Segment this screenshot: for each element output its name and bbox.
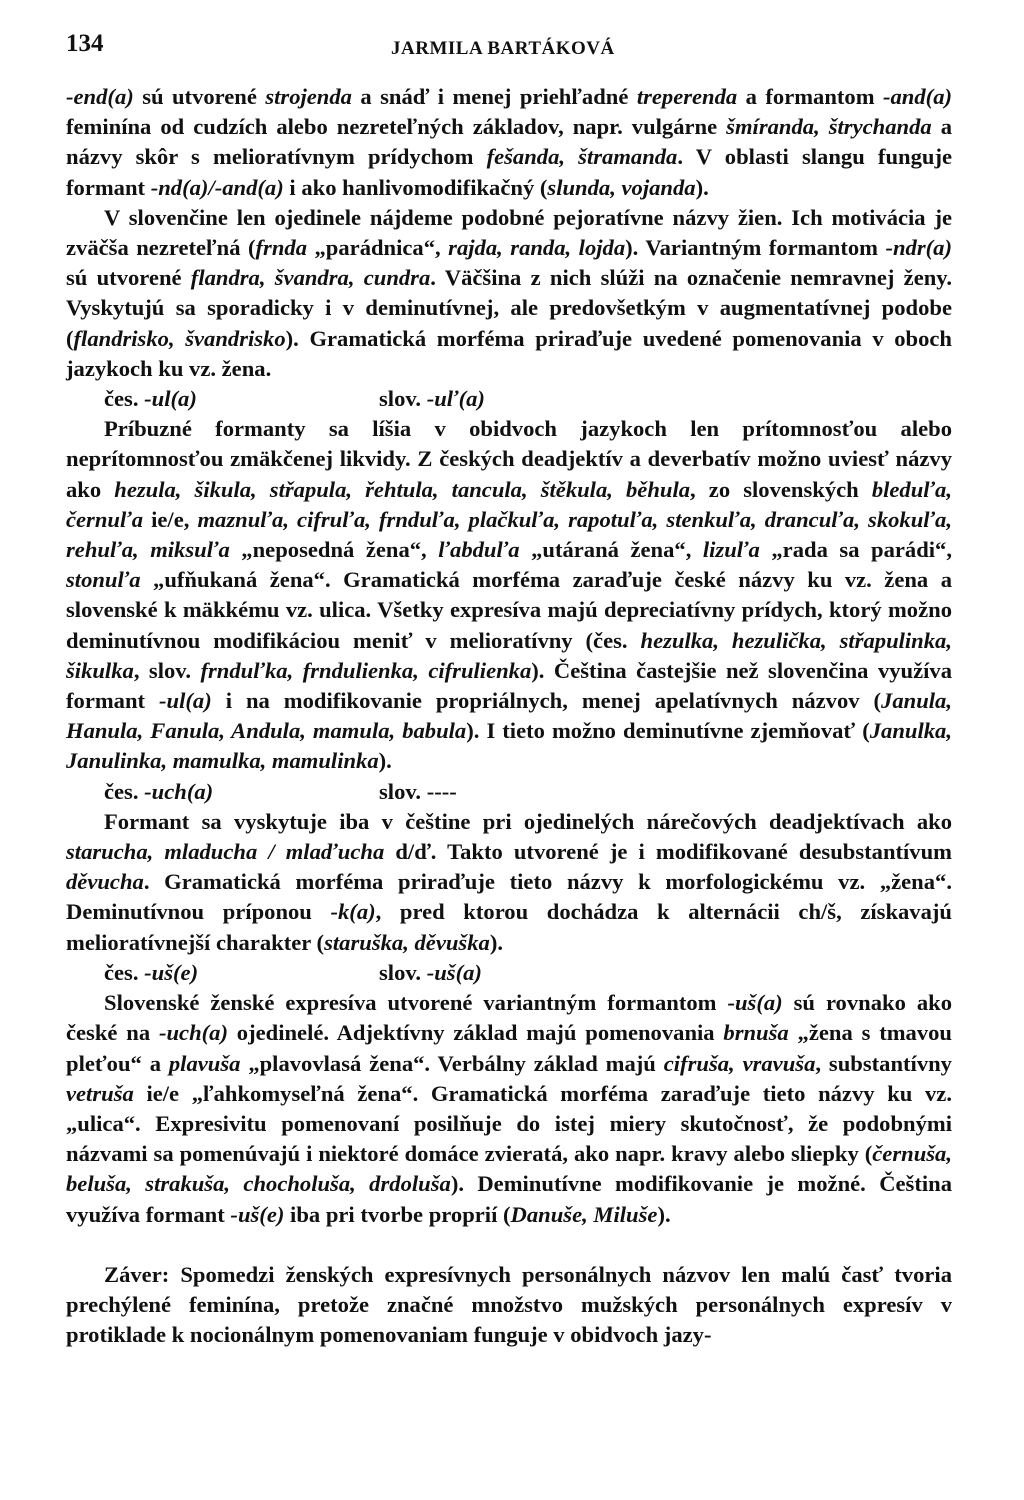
slovak-formant: slov. -uľ(a) [379, 386, 485, 412]
czech-formant: čes. -ul(a) [104, 386, 197, 412]
formant-pair [66, 958, 952, 988]
formant-pair [66, 777, 952, 807]
paragraph: Slovenské ženské expresíva utvorené variantným formantom -uš(a) sú rovnako ako české na -uch(a) ojedinelé. Adjektívny základ majú pomenovania brnuša „žena s tmavou pleťou“ a plavuša „plavovlasá žena“. Verbálny základ majú cifruša, vravuša, substantívny vetruša ie/e „ľahkomyseľná žena“. Gramatická morféma zaraďuje tieto názvy ku vz. „ulica“. Expresivitu pomenovaní posilňuje do istej miery skutočnosť, že podobnými názvami sa pomenúvajú i niektoré domáce zvieratá, ako napr. kravy alebo sliepky (černuša, beluša, strakuša, chocholuša, drdoluša). Deminutívne modifikovanie je možné. Čeština využíva formant -uš(e) iba pri tvorbe proprií (Danuše, Miluše). [66, 990, 953, 1227]
paragraph: -end(a) sú utvorené strojenda a snáď i menej priehľadné treperenda a formantom -and(a) feminína od cudzích alebo nezreteľných základov, napr. vulgárne šmíranda, štrychanda a názvy skôr s melioratívnym prídychom fešanda, štramanda. V oblasti slangu funguje formant -nd(a)/-and(a) i ako hanlivomodifikačný (slunda, vojanda). [66, 84, 953, 200]
paragraph-gap [66, 1230, 952, 1260]
paragraph: Formant sa vyskytuje iba v češtine pri ojedinelých nárečových deadjektívach ako starucha, mladucha / mlaďucha d/ď. Takto utvorené je i modifikované desubstantívum děvucha. Gramatická morféma priraďuje tieto názvy k morfologickému vz. „žena“. Deminutívnou príponou -k(a), pred ktorou dochádza k alternácii ch/š, získavajú melioratívnejší charakter (staruška, děvuška). [66, 808, 952, 955]
page-number: 134 [66, 30, 104, 57]
slovak-formant: slov. -uš(a) [379, 959, 482, 985]
slovak-formant: slov. ---- [379, 778, 457, 804]
conclusion-paragraph: Záver: Spomedzi ženských expresívnych personálnych názvov len malú časť tvoria prechýlené feminína, pretože značné množstvo mužských personálnych expresív v protiklade k nocionálnym pomenovaniam funguje v obidvoch jazy- [66, 1261, 952, 1348]
paragraph: Príbuzné formanty sa líšia v obidvoch jazykoch len prítomnosťou alebo neprítomnosťou zmäkčenej likvidy. Z českých deadjektív a deverbatív možno uviesť názvy ako hezula, šikula, střapula, řehtula, tancula, štěkula, běhula, zo slovenských bleduľa, černuľa ie/e, maznuľa, cifruľa, frnduľa, plačkuľa, rapotuľa, stenkuľa, drancuľa, skokuľa, rehuľa, miksuľa „neposedná žena“, ľabduľa „utáraná žena“, lizuľa „rada sa parádi“, stonuľa „ufňukaná žena“. Gramatická morféma zaraďuje české názvy ku vz. žena a slovenské k mäkkému vz. ulica. Všetky expresíva majú depreciatívny prídych, ktorý možno deminutívnou modifikáciou meniť v melioratívny (čes. hezulka, hezulička, střapulinka, šikulka, slov. frnduľka, frndulienka, cifrulienka). Čeština častejšie než slovenčina využíva formant -ul(a) i na modifikovanie propriálnych, menej apelatívnych názvov (Janula, Hanula, Fanula, Andula, mamula, babula). I tieto možno deminutívne zjemňovať (Janulka, Janulinka, mamulka, mamulinka). [66, 416, 953, 774]
formant-pair [66, 384, 952, 414]
czech-formant: čes. -uš(e) [104, 959, 199, 985]
page-header [66, 26, 986, 66]
czech-formant: čes. -uch(a) [104, 778, 214, 804]
body-text [66, 82, 952, 1350]
running-title: JARMILA BARTÁKOVÁ [391, 38, 615, 59]
paragraph: V slovenčine len ojedinele nájdeme podobné pejoratívne názvy žien. Ich motivácia je zväčša nezreteľná (frnda „parádnica“, rajda, randa, lojda). Variantným formantom -ndr(a) sú utvorené flandra, švandra, cundra. Väčšina z nich slúži na označenie nemravnej ženy. Vyskytujú sa sporadicky i v deminutívnej, ale predovšetkým v augmentatívnej podobe (flandrisko, švandrisko). Gramatická morféma priraďuje uvedené pomenovania v oboch jazykoch ku vz. žena. [66, 204, 952, 381]
